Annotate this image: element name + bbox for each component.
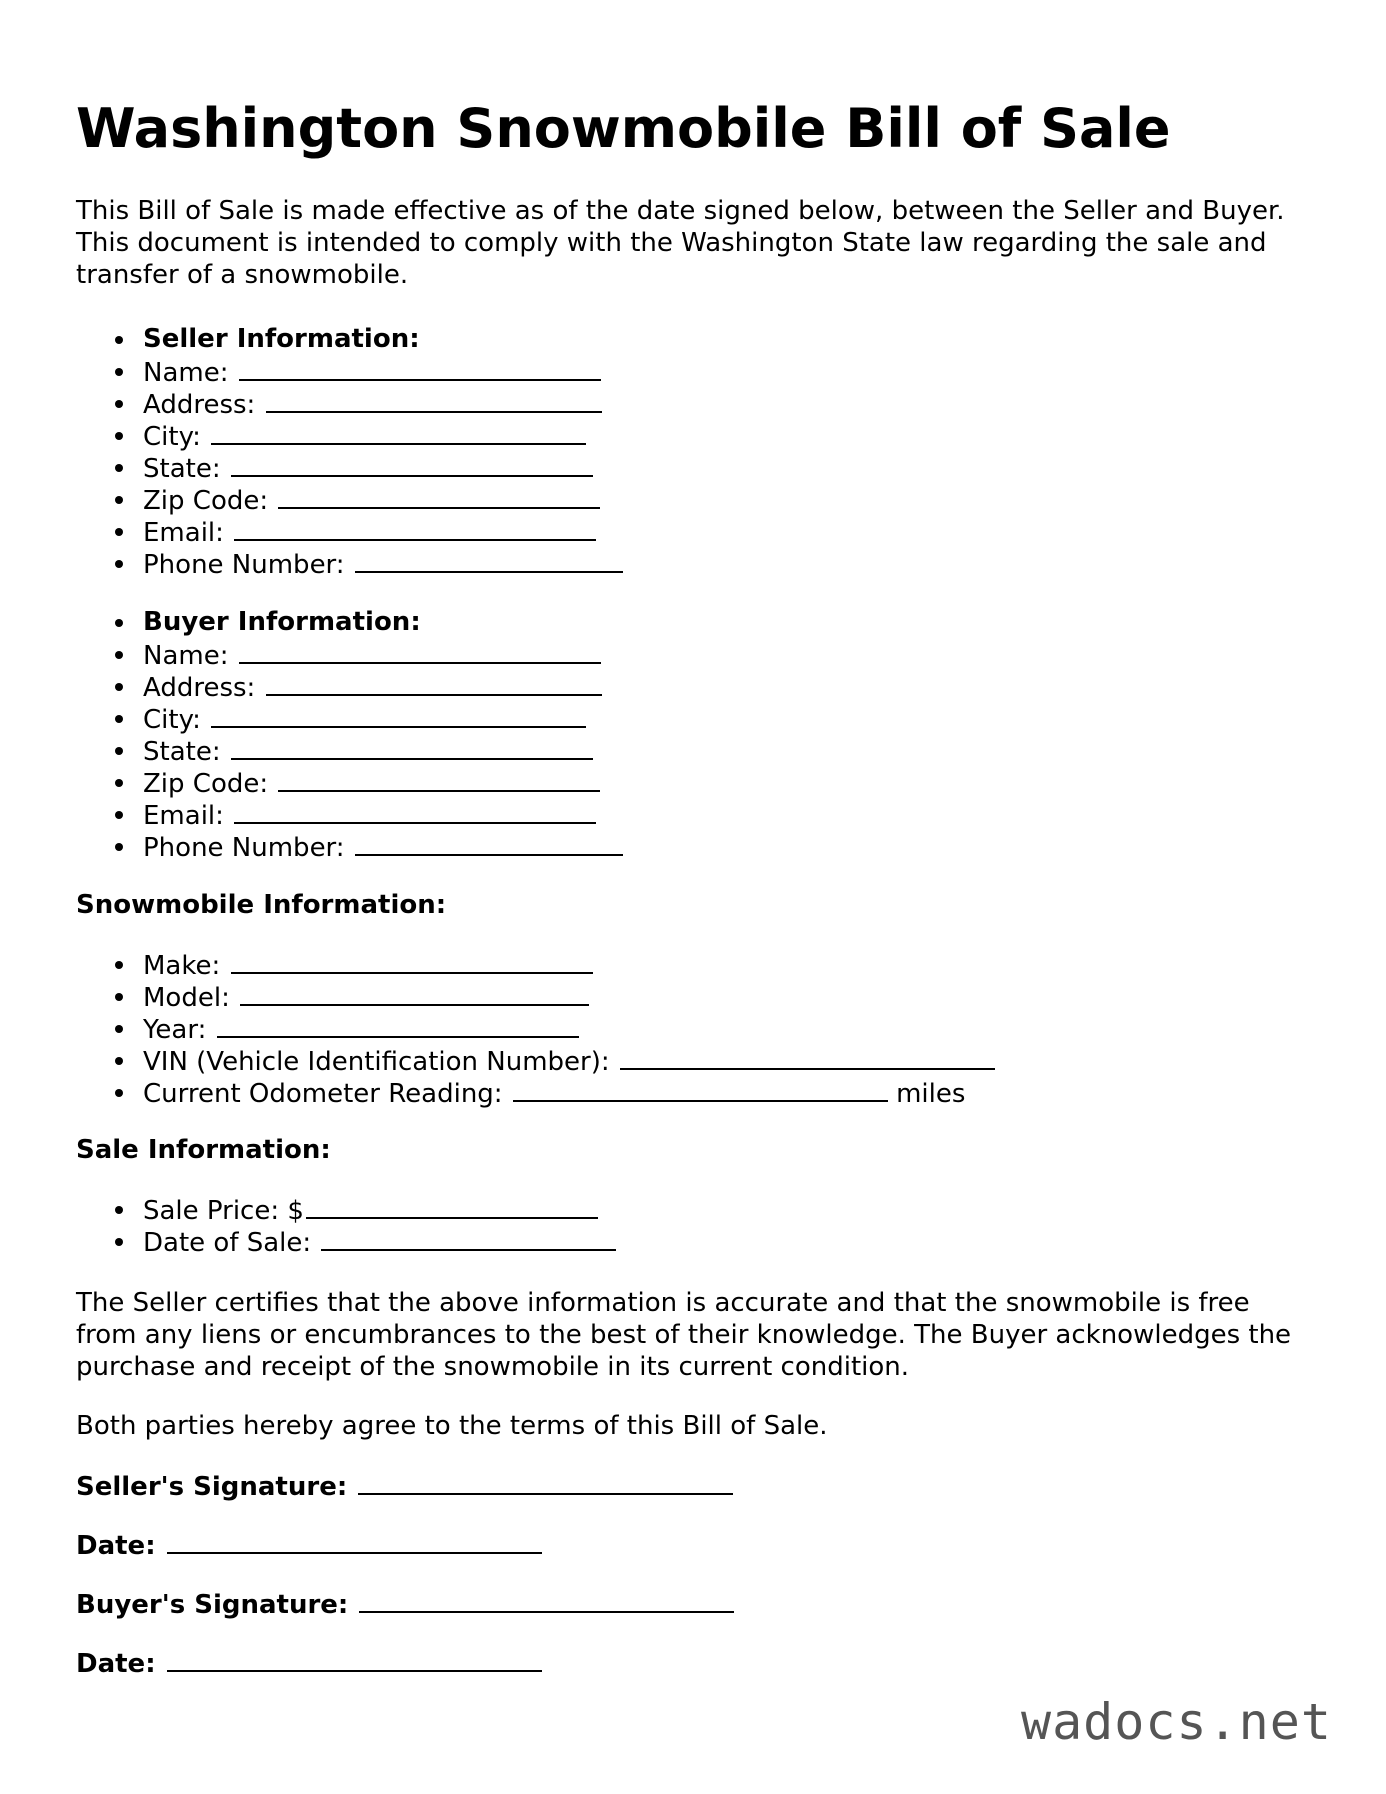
seller-date-line (76, 1528, 542, 1562)
seller-date-label: Date: (76, 1531, 156, 1561)
year-label: Year: (143, 1015, 207, 1045)
buyer-phone-item (143, 830, 623, 862)
seller-signature-field[interactable] (358, 1469, 733, 1495)
buyer-date-line (76, 1646, 542, 1680)
odometer-field[interactable] (513, 1076, 888, 1102)
buyer-heading: Buyer Information: (143, 607, 421, 637)
seller-email-label: Email: (143, 518, 224, 548)
seller-city-item (143, 419, 623, 451)
buyer-date-label: Date: (76, 1649, 156, 1679)
year-item (143, 1012, 995, 1044)
agreement-paragraph: Both parties hereby agree to the terms of this Bill of Sale. (76, 1411, 828, 1441)
year-field[interactable] (217, 1012, 579, 1038)
seller-address-label: Address: (143, 390, 256, 420)
buyer-email-field[interactable] (234, 798, 596, 824)
seller-city-field[interactable] (211, 419, 586, 445)
snowmobile-info-list (76, 948, 995, 1108)
buyer-signature-label: Buyer's Signature: (76, 1590, 349, 1620)
sale-date-label: Date of Sale: (143, 1228, 312, 1258)
buyer-address-field[interactable] (266, 670, 602, 696)
seller-address-item (143, 387, 623, 419)
make-item (143, 948, 995, 980)
buyer-email-item (143, 798, 623, 830)
buyer-signature-line (76, 1587, 734, 1621)
buyer-address-item (143, 670, 623, 702)
buyer-state-field[interactable] (231, 734, 593, 760)
vin-label: VIN (Vehicle Identification Number): (143, 1047, 610, 1077)
watermark: wadocs.net (1020, 1693, 1332, 1751)
vin-field[interactable] (620, 1044, 995, 1070)
buyer-address-label: Address: (143, 673, 256, 703)
seller-state-item (143, 451, 623, 483)
buyer-state-item (143, 734, 623, 766)
seller-email-item (143, 515, 623, 547)
sale-price-field[interactable] (306, 1193, 598, 1219)
seller-email-field[interactable] (234, 515, 596, 541)
seller-zip-label: Zip Code: (143, 486, 269, 516)
vin-item (143, 1044, 995, 1076)
buyer-signature-field[interactable] (359, 1587, 734, 1613)
buyer-email-label: Email: (143, 801, 224, 831)
seller-phone-label: Phone Number: (143, 550, 345, 580)
odometer-item (143, 1076, 995, 1108)
seller-heading: Seller Information: (143, 324, 420, 354)
buyer-name-item (143, 638, 623, 670)
seller-zip-field[interactable] (278, 483, 600, 509)
buyer-city-label: City: (143, 705, 201, 735)
seller-signature-label: Seller's Signature: (76, 1472, 348, 1502)
buyer-state-label: State: (143, 737, 221, 767)
odometer-label: Current Odometer Reading: (143, 1079, 503, 1109)
odometer-unit: miles (896, 1079, 966, 1109)
model-item (143, 980, 995, 1012)
seller-zip-item (143, 483, 623, 515)
sale-heading: Sale Information: (76, 1135, 331, 1165)
seller-name-label: Name: (143, 358, 229, 388)
seller-phone-item (143, 547, 623, 579)
buyer-city-item (143, 702, 623, 734)
sale-price-item (143, 1193, 616, 1225)
model-label: Model: (143, 983, 230, 1013)
buyer-heading-item (143, 606, 623, 638)
buyer-zip-label: Zip Code: (143, 769, 269, 799)
buyer-phone-label: Phone Number: (143, 833, 345, 863)
buyer-name-field[interactable] (239, 638, 601, 664)
seller-city-label: City: (143, 422, 201, 452)
certification-paragraph: The Seller certifies that the above information is accurate and that the snowmobile is free from any liens or encumbrances to the best of their knowledge. The Buyer acknowledges the purchase and receipt of the snowmobile in its current condition. (76, 1288, 1292, 1382)
make-label: Make: (143, 951, 221, 981)
seller-name-field[interactable] (239, 355, 601, 381)
buyer-phone-field[interactable] (355, 830, 623, 856)
buyer-city-field[interactable] (211, 702, 586, 728)
seller-date-field[interactable] (167, 1528, 542, 1554)
page-title: Washington Snowmobile Bill of Sale (76, 97, 1171, 160)
sale-price-label: Sale Price: $ (143, 1196, 304, 1226)
model-field[interactable] (240, 980, 589, 1006)
buyer-zip-field[interactable] (278, 766, 600, 792)
intro-paragraph: This Bill of Sale is made effective as of the date signed below, between the Seller and Buyer. This document is intended to comply with the Washington State law regarding the sale and transfer of a snowmobile. (76, 196, 1285, 290)
sale-info-list (76, 1193, 616, 1257)
buyer-name-label: Name: (143, 641, 229, 671)
seller-heading-item (143, 323, 623, 355)
seller-info-list (76, 323, 623, 579)
buyer-zip-item (143, 766, 623, 798)
make-field[interactable] (231, 948, 593, 974)
sale-date-item (143, 1225, 616, 1257)
sale-date-field[interactable] (321, 1225, 616, 1251)
seller-phone-field[interactable] (355, 547, 623, 573)
seller-address-field[interactable] (266, 387, 602, 413)
seller-signature-line (76, 1469, 733, 1503)
seller-state-field[interactable] (231, 451, 593, 477)
buyer-info-list (76, 606, 623, 862)
buyer-date-field[interactable] (167, 1646, 542, 1672)
snowmobile-heading: Snowmobile Information: (76, 890, 447, 920)
seller-name-item (143, 355, 623, 387)
seller-state-label: State: (143, 454, 221, 484)
